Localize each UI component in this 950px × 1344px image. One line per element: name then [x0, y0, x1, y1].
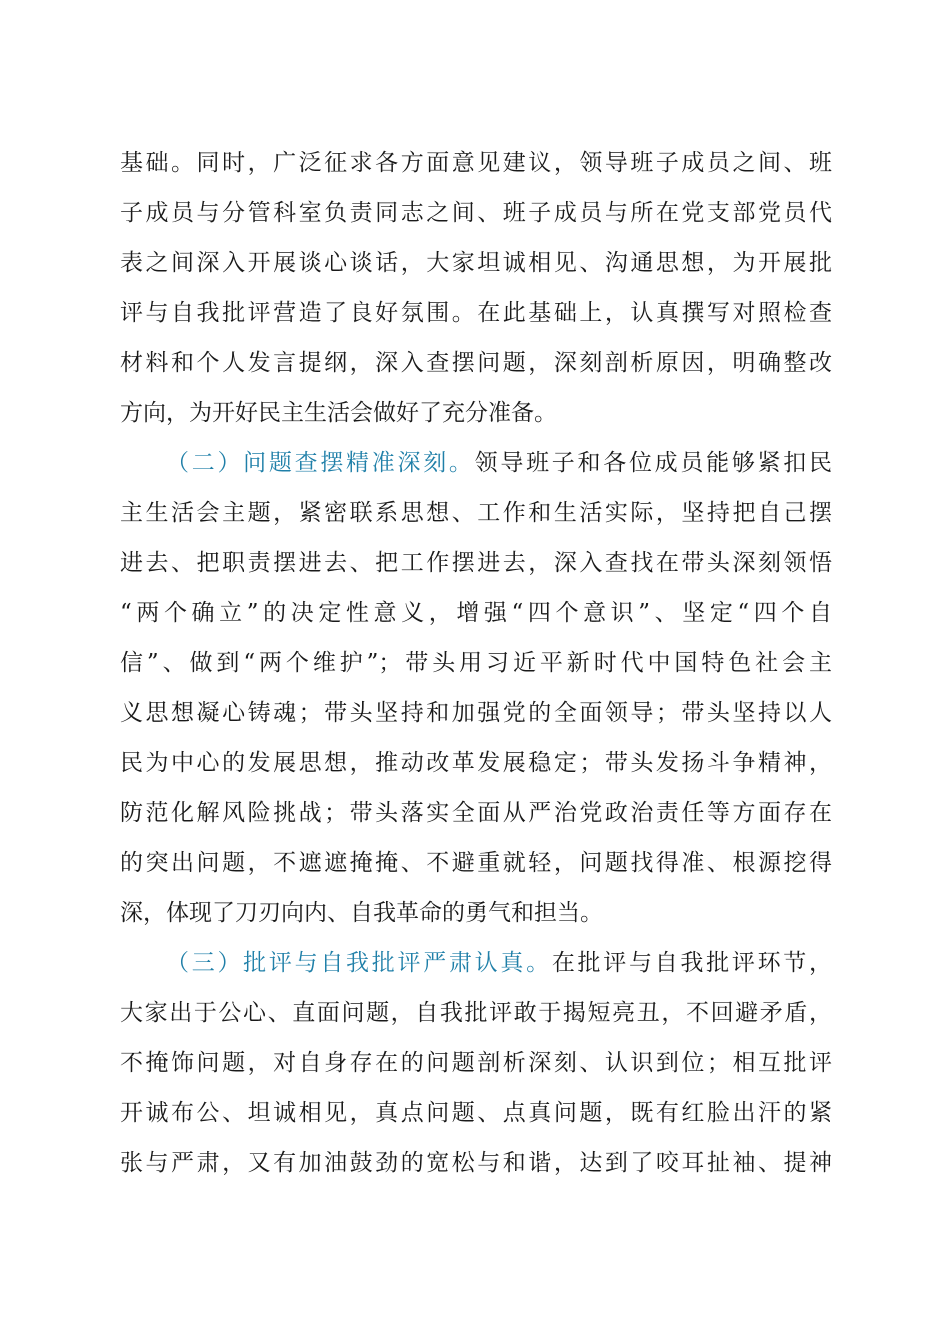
- intro-line-1: 基础。同时，广泛征求各方面意见建议，领导班子成员之间、班: [120, 150, 832, 176]
- section2-first-line-text: 领导班子和各位成员能够紧扣民: [474, 450, 833, 476]
- section2-line-7: 防范化解风险挑战；带头落实全面从严治党政治责任等方面存在: [120, 800, 832, 826]
- section3-first-line-text: 在批评与自我批评环节，: [551, 950, 833, 976]
- intro-line-4: 评与自我批评营造了良好氛围。在此基础上，认真撰写对照检查: [120, 300, 832, 326]
- section2-first-line: [166, 443, 832, 483]
- section2-line-2: 进去、把职责摆进去、把工作摆进去，深入查找在带头深刻领悟: [120, 550, 832, 576]
- intro-line-6: 方向，为开好民主生活会做好了充分准备。: [120, 400, 557, 426]
- section3-line-1: 大家出于公心、直面问题，自我批评敢于揭短亮丑，不回避矛盾，: [120, 1000, 832, 1026]
- intro-line-2: 子成员与分管科室负责同志之间、班子成员与所在党支部党员代: [120, 200, 832, 226]
- section2-line-6: 民为中心的发展思想，推动改革发展稳定；带头发扬斗争精神，: [120, 750, 832, 776]
- section3-line-4: 张与严肃，又有加油鼓劲的宽松与和谐，达到了咬耳扯袖、提神: [120, 1150, 832, 1176]
- section2-line-4: 信”、做到“两个维护”；带头用习近平新时代中国特色社会主: [120, 650, 832, 676]
- section3-heading: （三）批评与自我批评严肃认真。: [166, 950, 552, 976]
- section2-heading: （二）问题查摆精准深刻。: [166, 450, 475, 476]
- intro-line-3: 表之间深入开展谈心谈话，大家坦诚相见、沟通思想，为开展批: [120, 250, 832, 276]
- section3-line-2: 不掩饰问题，对自身存在的问题剖析深刻、认识到位；相互批评: [120, 1050, 832, 1076]
- section2-line-8: 的突出问题，不遮遮掩掩、不避重就轻，问题找得准、根源挖得: [120, 850, 832, 876]
- section3-first-line: [166, 943, 832, 983]
- section2-line-1: 主生活会主题，紧密联系思想、工作和生活实际，坚持把自己摆: [120, 500, 832, 526]
- intro-line-5: 材料和个人发言提纲，深入查摆问题，深刻剖析原因，明确整改: [120, 350, 832, 376]
- section3-line-3: 开诚布公、坦诚相见，真点问题、点真问题，既有红脸出汗的紧: [120, 1100, 832, 1126]
- section2-line-3: “两个确立”的决定性意义，增强“四个意识”、坚定“四个自: [120, 600, 832, 626]
- section2-line-9: 深，体现了刀刃向内、自我革命的勇气和担当。: [120, 900, 603, 926]
- section2-line-5: 义思想凝心铸魂；带头坚持和加强党的全面领导；带头坚持以人: [120, 700, 832, 726]
